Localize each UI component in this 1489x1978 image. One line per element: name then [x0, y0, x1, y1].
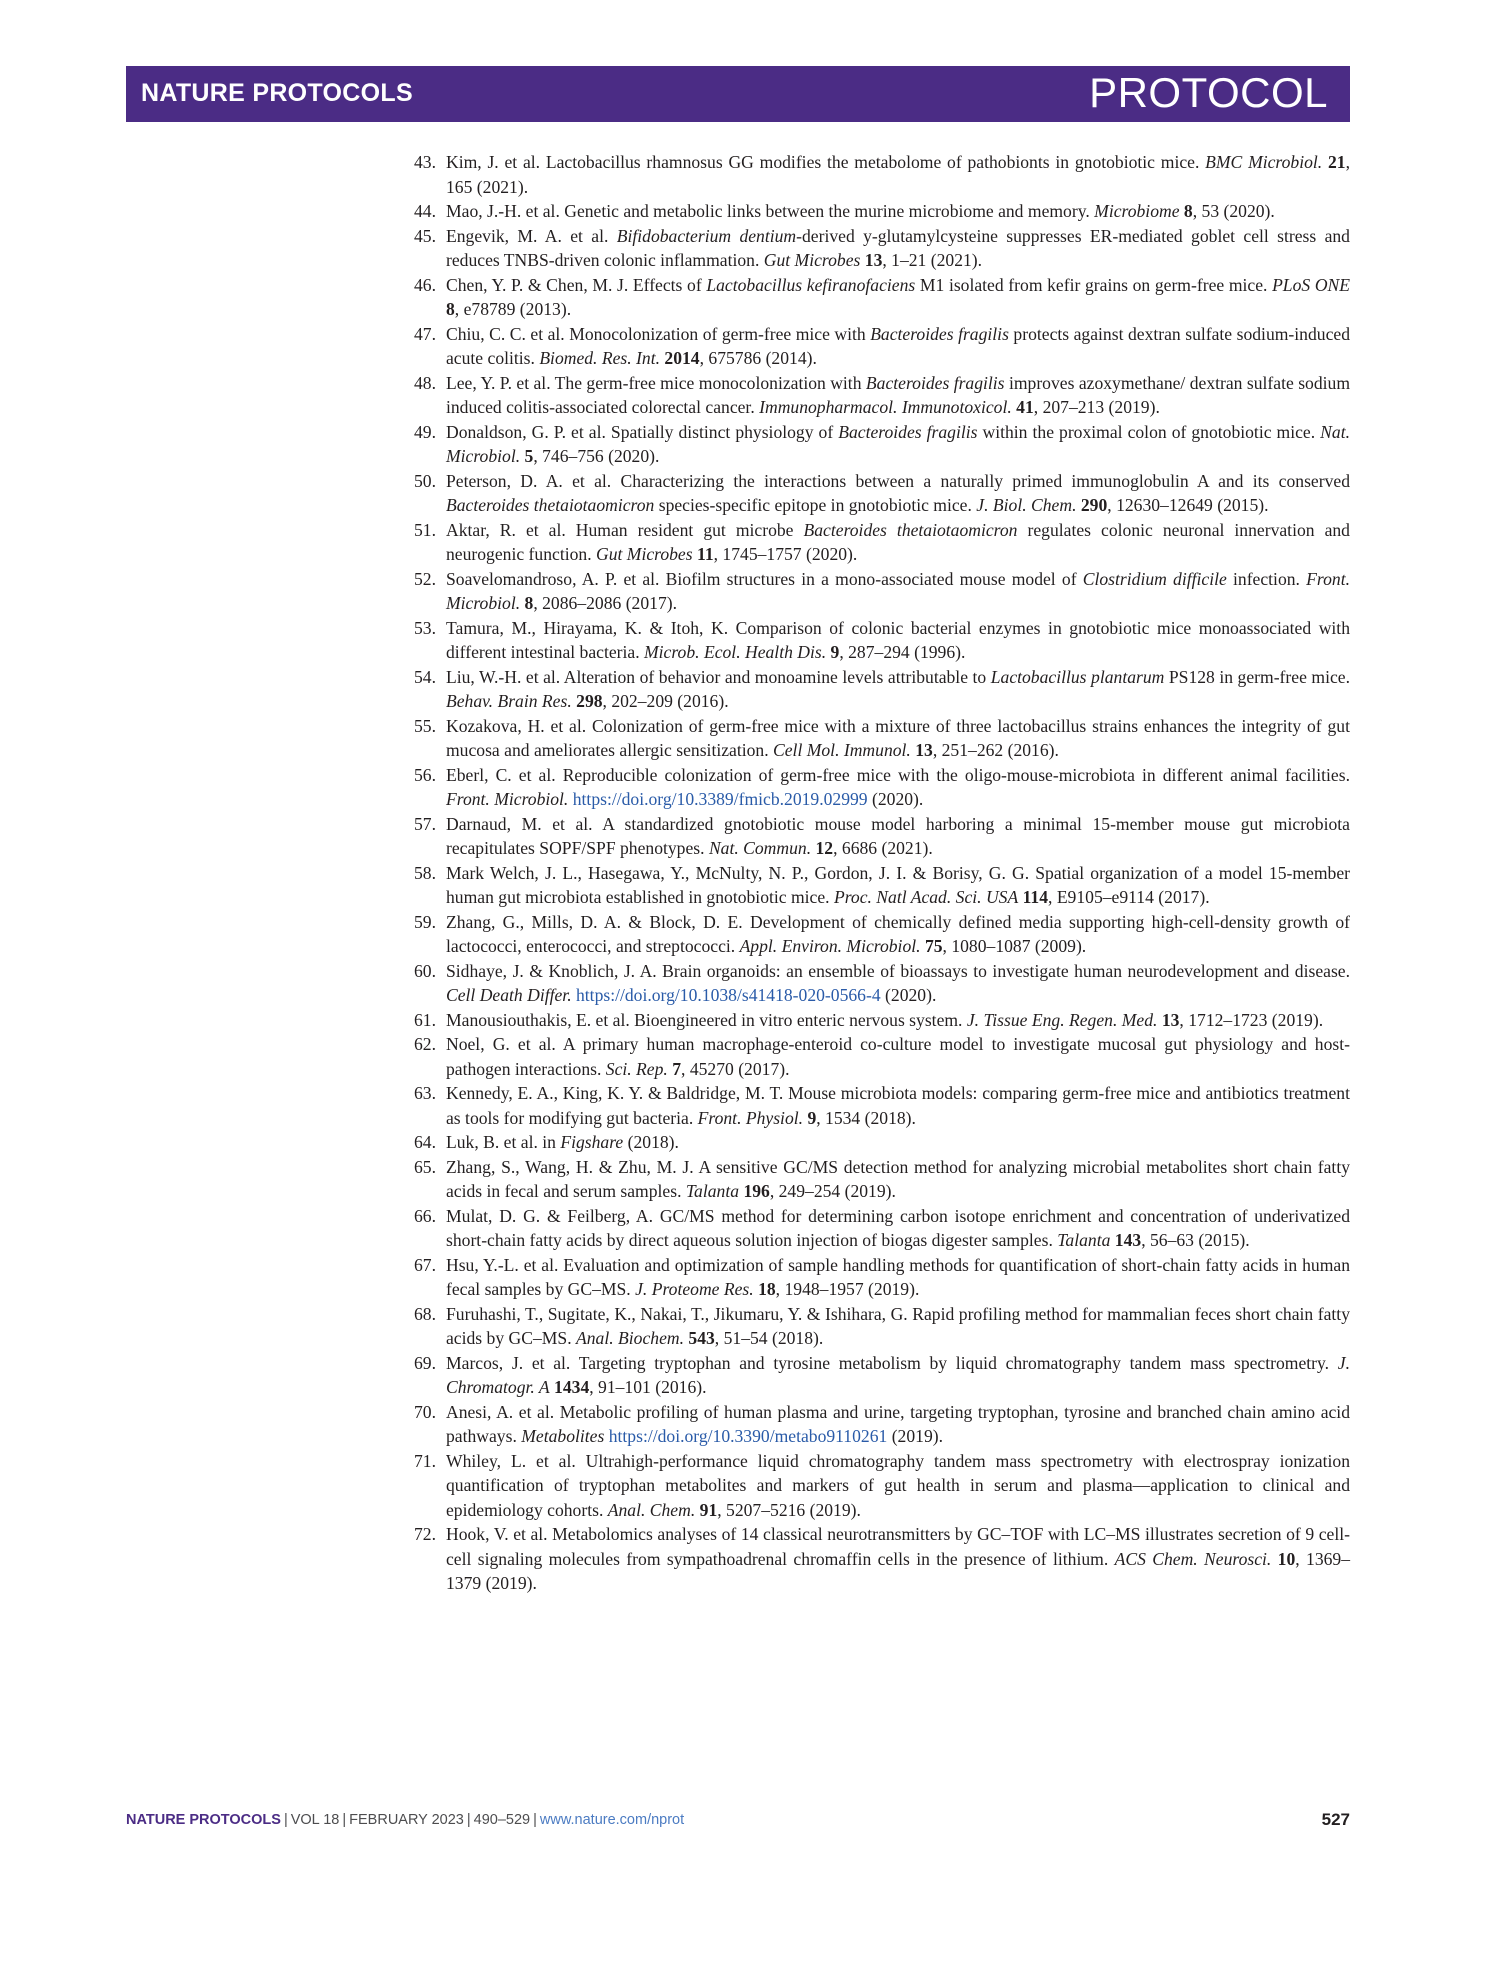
reference-number: 43. [414, 152, 436, 172]
reference-italic-text: Bifidobacterium dentium [616, 225, 797, 246]
reference-text: , 56–63 (2015). [1141, 1230, 1250, 1250]
reference-text: , 746–756 (2020). [533, 446, 660, 466]
reference-text: , 1080–1087 (2009). [942, 936, 1087, 956]
reference-number: 45. [414, 225, 436, 246]
reference-volume: 9 [807, 1107, 817, 1128]
reference-item [402, 273, 1350, 322]
reference-item [402, 959, 1350, 1008]
reference-text: Darnaud, M. et al. A standardized gnotobiotic mouse model harboring a minimal 15-member mouse gut microbiota recapitulates SOPF/SPF phenotypes. [446, 813, 1350, 858]
reference-italic-text: Anal. Biochem. [576, 1328, 684, 1348]
reference-italic-text: Lactobacillus kefiranofaciens [706, 274, 916, 295]
footer-issue: FEBRUARY 2023 [349, 1812, 464, 1828]
reference-doi-link[interactable]: https://doi.org/10.3389/fmicb.2019.02999 [572, 789, 868, 809]
reference-volume: 196 [743, 1181, 770, 1201]
reference-volume: 13 [864, 250, 883, 270]
reference-text: , 202–209 (2016). [602, 691, 729, 711]
reference-item [402, 1253, 1350, 1302]
reference-number: 55. [414, 715, 436, 736]
reference-text: Soavelomandroso, A. P. et al. Biofilm structures in a mono-associated mouse model of [446, 568, 1083, 589]
footer-journal-name: NATURE PROTOCOLS [126, 1812, 281, 1828]
reference-text: Luk, B. et al. in [446, 1132, 561, 1152]
reference-volume: 9 [830, 642, 840, 662]
reference-number: 56. [414, 764, 436, 785]
reference-item [402, 665, 1350, 714]
reference-text: Chen, Y. P. & Chen, M. J. Effects of [446, 274, 707, 295]
reference-number: 58. [414, 862, 436, 883]
reference-number: 48. [414, 372, 436, 393]
reference-volume: 21 [1328, 152, 1346, 172]
reference-italic-text: Proc. Natl Acad. Sci. USA [833, 887, 1019, 907]
reference-volume: 75 [924, 936, 943, 956]
reference-italic-text: Microb. Ecol. Health Dis. [644, 642, 827, 662]
reference-number: 52. [414, 568, 436, 589]
reference-text: , 91–101 (2016). [589, 1377, 707, 1397]
reference-text: -derived y-glutamylcysteine suppresses ER-mediated goblet cell stress and reduces TNBS-driven colonic inflammation. [446, 225, 1350, 270]
journal-name: NATURE PROTOCOLS [141, 79, 413, 107]
reference-italic-text: Appl. Environ. Microbiol. [739, 936, 921, 956]
reference-text: Hook, V. et al. Metabolomics analyses of 14 classical neurotransmitters by GC–TOF with LC–MS illustrates secretion of 9 cell-cell signaling molecules from sympathoadrenal chromaffin cells in the presence of lithium. [446, 1524, 1350, 1569]
reference-item [402, 812, 1350, 861]
reference-italic-text: BMC Microbiol. [1205, 152, 1323, 172]
reference-text: PS128 in germ-free mice. [1164, 666, 1351, 687]
reference-text: , e78789 (2013). [454, 299, 572, 319]
reference-text: , 45270 (2017). [681, 1058, 790, 1079]
reference-item [402, 616, 1350, 665]
reference-item [402, 714, 1350, 763]
reference-number: 63. [414, 1083, 436, 1103]
reference-volume: 143 [1114, 1230, 1142, 1250]
reference-italic-text: Talanta [1057, 1230, 1111, 1250]
reference-volume: 543 [688, 1328, 715, 1348]
reference-number: 46. [414, 274, 436, 295]
reference-text: , 1369–1379 (2019). [446, 1548, 1351, 1593]
reference-text: Chiu, C. C. et al. Monocolonization of germ-free mice with [446, 323, 871, 344]
reference-item [402, 1032, 1350, 1081]
reference-text: Donaldson, G. P. et al. Spatially distinct physiology of [446, 421, 839, 442]
footer-pages: 490–529 [473, 1812, 531, 1828]
reference-text: Anesi, A. et al. Metabolic profiling of human plasma and urine, targeting tryptophan, tyrosine and branched chain amino acid pathways. [446, 1401, 1350, 1446]
reference-italic-text: ACS Chem. Neurosci. [1114, 1548, 1272, 1569]
reference-text: , 251–262 (2016). [932, 740, 1059, 760]
reference-item [402, 1351, 1350, 1400]
reference-text: Sidhaye, J. & Knoblich, J. A. Brain organoids: an ensemble of bioassays to investigate human neurodevelopment and disease. [446, 960, 1350, 981]
reference-text: , 675786 (2014). [699, 348, 817, 368]
reference-volume: 11 [697, 544, 714, 564]
reference-number: 57. [414, 813, 436, 834]
footer-journal-link[interactable]: www.nature.com/nprot [539, 1812, 685, 1828]
reference-volume: 8 [524, 593, 534, 613]
reference-doi-link[interactable]: https://doi.org/10.3390/metabo9110261 [608, 1426, 888, 1446]
reference-italic-text: Front. Microbiol. [446, 789, 569, 809]
reference-doi-link[interactable]: https://doi.org/10.1038/s41418-020-0566-4 [576, 985, 881, 1005]
reference-item [402, 1155, 1350, 1204]
reference-volume: 8 [1183, 201, 1193, 221]
reference-text: , 207–213 (2019). [1033, 397, 1160, 417]
reference-item [402, 910, 1350, 959]
reference-volume: 8 [446, 299, 455, 319]
reference-italic-text: Cell Mol. Immunol. [773, 740, 911, 760]
reference-text: , 1948–1957 (2019). [775, 1279, 920, 1299]
reference-item [402, 199, 1350, 224]
reference-item [402, 420, 1350, 469]
reference-italic-text: J. Chromatogr. A [446, 1352, 1350, 1397]
reference-number: 47. [414, 323, 436, 344]
reference-text: Kim, J. et al. Lactobacillus rhamnosus GG modifies the metabolome of pathobionts in gnotobiotic mice. [446, 152, 1206, 172]
reference-text: , 1712–1723 (2019). [1179, 1009, 1324, 1030]
reference-italic-text: Biomed. Res. Int. [539, 348, 660, 368]
reference-italic-text: Gut Microbes [596, 544, 693, 564]
reference-item [402, 1400, 1350, 1449]
reference-text: (2020). [867, 789, 924, 809]
reference-volume: 1434 [554, 1377, 590, 1397]
reference-item [402, 150, 1350, 199]
journal-header-bar [126, 66, 1350, 122]
reference-text: , 2086–2086 (2017). [533, 593, 677, 613]
reference-text: within the proximal colon of gnotobiotic mice. [977, 421, 1321, 442]
reference-text: improves azoxymethane/ dextran sulfate sodium induced colitis-associated colorectal cancer. [446, 372, 1350, 417]
reference-number: 51. [414, 519, 436, 540]
reference-volume: 5 [524, 446, 534, 466]
reference-text: Lee, Y. P. et al. The germ-free mice monocolonization with [446, 372, 866, 393]
reference-italic-text: Bacteroides thetaiotaomicron [446, 495, 655, 515]
reference-italic-text: Metabolites [521, 1426, 605, 1446]
reference-item [402, 861, 1350, 910]
reference-italic-text: Immunopharmacol. Immunotoxicol. [759, 397, 1012, 417]
reference-italic-text: J. Proteome Res. [635, 1279, 754, 1299]
reference-number: 67. [414, 1254, 436, 1275]
reference-text: Mao, J.-H. et al. Genetic and metabolic links between the murine microbiome and memory. [446, 201, 1095, 221]
reference-number: 69. [414, 1352, 436, 1373]
reference-text: Whiley, L. et al. Ultrahigh-performance liquid chromatography tandem mass spectrometry with electrospray ionization quantification of tryptophan metabolites and markers of gut health in serum and plasma—application to clinical and epidemiology cohorts. [446, 1450, 1350, 1520]
reference-text: Marcos, J. et al. Targeting tryptophan and tyrosine metabolism by liquid chromatography tandem mass spectrometry. [446, 1352, 1338, 1373]
reference-volume: 2014 [664, 348, 700, 368]
reference-text: protects against dextran sulfate sodium-induced acute colitis. [446, 323, 1350, 368]
reference-italic-text: Nat. Microbiol. [446, 421, 1350, 466]
reference-text: M1 isolated from kefir grains on germ-free mice. [915, 274, 1273, 295]
reference-italic-text: Bacteroides fragilis [865, 372, 1005, 393]
page-number: 527 [1321, 1810, 1350, 1829]
reference-italic-text: Bacteroides fragilis [838, 421, 978, 442]
reference-volume: 12 [815, 838, 834, 858]
reference-number: 53. [414, 617, 436, 638]
footer-separator: | [533, 1812, 537, 1828]
reference-number: 62. [414, 1034, 436, 1054]
reference-text: regulates colonic neuronal innervation and neurogenic function. [446, 519, 1350, 564]
reference-item [402, 1302, 1350, 1351]
reference-text: Kozakova, H. et al. Colonization of germ-free mice with a mixture of three lactobacillus strains enhances the integrity of gut mucosa and ameliorates allergic sensitization. [446, 715, 1350, 760]
reference-number: 68. [414, 1303, 436, 1324]
reference-item [402, 1081, 1350, 1130]
reference-number: 72. [414, 1524, 436, 1544]
reference-item [402, 1204, 1350, 1253]
reference-item [402, 1522, 1350, 1596]
reference-volume: 114 [1022, 887, 1049, 907]
reference-text: , 165 (2021). [446, 152, 1350, 197]
reference-text: Mulat, D. G. & Feilberg, A. GC/MS method for determining carbon isotope enrichment and concentration of underivatized short-chain fatty acids by direct aqueous solution injection of biogas digester samples. [446, 1205, 1350, 1250]
reference-number: 60. [414, 960, 436, 981]
footer-separator: | [466, 1812, 471, 1828]
reference-text: , 1–21 (2021). [882, 250, 983, 270]
reference-text: Zhang, G., Mills, D. A. & Block, D. E. Development of chemically defined media supporting high-cell-density growth of lactococci, enterococci, and streptococci. [446, 911, 1350, 956]
reference-number: 70. [414, 1401, 436, 1422]
reference-text: , 287–294 (1996). [839, 642, 966, 662]
reference-text: Noel, G. et al. A primary human macrophage-enteroid co-culture model to investigate mucosal gut physiology and host-pathogen interactions. [446, 1034, 1350, 1079]
reference-text: , 6686 (2021). [833, 838, 933, 858]
reference-italic-text: Cell Death Differ. [446, 985, 572, 1005]
reference-text: , 249–254 (2019). [769, 1181, 896, 1201]
reference-volume: 41 [1016, 397, 1034, 417]
reference-volume: 7 [672, 1058, 682, 1079]
reference-number: 71. [414, 1450, 436, 1471]
reference-italic-text: Bacteroides thetaiotaomicron [803, 519, 1018, 540]
reference-volume: 298 [576, 691, 603, 711]
reference-number: 64. [414, 1132, 436, 1152]
reference-text: Zhang, S., Wang, H. & Zhu, M. J. A sensitive GC/MS detection method for analyzing microbial metabolites short chain fatty acids in fecal and serum samples. [446, 1156, 1350, 1201]
reference-number: 49. [414, 421, 436, 442]
reference-number: 66. [414, 1205, 436, 1226]
reference-volume: 13 [1161, 1009, 1180, 1030]
reference-item [402, 469, 1350, 518]
reference-item [402, 371, 1350, 420]
reference-number: 59. [414, 911, 436, 932]
reference-italic-text: Gut Microbes [763, 250, 861, 270]
reference-text: , 1534 (2018). [816, 1107, 916, 1128]
reference-volume: 10 [1277, 1548, 1296, 1569]
reference-text: , 12630–12649 (2015). [1107, 495, 1269, 515]
reference-italic-text: Talanta [685, 1181, 740, 1201]
reference-text: Kennedy, E. A., King, K. Y. & Baldridge, M. T. Mouse microbiota models: comparing germ-free mice and antibiotics treatment as tools for modifying gut bacteria. [446, 1083, 1350, 1128]
reference-number: 61. [414, 1009, 436, 1030]
reference-volume: 290 [1080, 495, 1108, 515]
reference-text: , E9105–e9114 (2017). [1048, 887, 1210, 907]
reference-text: Liu, W.-H. et al. Alteration of behavior and monoamine levels attributable to [446, 666, 991, 687]
page-footer [126, 1812, 1350, 1834]
reference-list [402, 150, 1350, 1596]
reference-item [402, 763, 1350, 812]
footer-separator: | [283, 1812, 288, 1828]
reference-item [402, 518, 1350, 567]
reference-italic-text: Front. Microbiol. [446, 568, 1350, 613]
reference-text: Aktar, R. et al. Human resident gut microbe [446, 519, 804, 540]
reference-text: , 51–54 (2018). [714, 1328, 824, 1348]
reference-text: Furuhashi, T., Sugitate, K., Nakai, T., Jikumaru, Y. & Ishihara, G. Rapid profiling method for mammalian feces short chain fatty acids by GC–MS. [446, 1303, 1350, 1348]
reference-item [402, 567, 1350, 616]
reference-text: Manousiouthakis, E. et al. Bioengineered in vitro enteric nervous system. [446, 1009, 967, 1030]
reference-text: Mark Welch, J. L., Hasegawa, Y., McNulty, N. P., Gordon, J. I. & Borisy, G. G. Spatial organization of a model 15-member human gut microbiota established in gnotobiotic mice. [446, 862, 1350, 907]
reference-italic-text: Front. Physiol. [697, 1107, 804, 1128]
reference-text: infection. [1226, 568, 1307, 589]
reference-text: , 5207–5216 (2019). [717, 1499, 861, 1520]
reference-number: 44. [414, 201, 436, 221]
reference-volume: 91 [699, 1499, 718, 1520]
reference-text: Peterson, D. A. et al. Characterizing the interactions between a naturally primed immunoglobulin A and its conserved [446, 470, 1350, 491]
article-type-label: PROTOCOL [1089, 69, 1328, 116]
reference-italic-text: Lactobacillus plantarum [990, 666, 1165, 687]
reference-number: 65. [414, 1156, 436, 1177]
reference-text: , 53 (2020). [1192, 201, 1275, 221]
reference-item [402, 1130, 1350, 1155]
reference-italic-text: Nat. Commun. [708, 838, 812, 858]
reference-italic-text: Sci. Rep. [605, 1058, 668, 1079]
reference-italic-text: Microbiome [1094, 201, 1180, 221]
reference-item [402, 322, 1350, 371]
footer-separator: | [342, 1812, 347, 1828]
footer-volume: VOL 18 [290, 1812, 340, 1828]
reference-text: , 1745–1757 (2020). [713, 544, 858, 564]
reference-text: (2020). [880, 985, 937, 1005]
reference-text: Hsu, Y.-L. et al. Evaluation and optimization of sample handling methods for quantification of short-chain fatty acids in human fecal samples by GC–MS. [446, 1254, 1350, 1299]
reference-item [402, 1008, 1350, 1033]
reference-volume: 18 [758, 1279, 776, 1299]
reference-text: (2018). [623, 1132, 679, 1152]
reference-italic-text: Figshare [560, 1132, 624, 1152]
reference-italic-text: Anal. Chem. [607, 1499, 696, 1520]
reference-italic-text: Bacteroides fragilis [870, 323, 1009, 344]
reference-italic-text: PLoS ONE [1272, 274, 1351, 295]
reference-text: (2019). [887, 1426, 943, 1446]
reference-volume: 13 [915, 740, 933, 760]
reference-text: species-specific epitope in gnotobiotic mice. [654, 495, 977, 515]
reference-italic-text: J. Biol. Chem. [976, 495, 1077, 515]
reference-italic-text: Behav. Brain Res. [446, 691, 572, 711]
reference-text: Engevik, M. A. et al. [446, 225, 617, 246]
reference-item [402, 224, 1350, 273]
reference-italic-text: J. Tissue Eng. Regen. Med. [966, 1009, 1158, 1030]
reference-number: 50. [414, 470, 436, 491]
reference-item [402, 1449, 1350, 1523]
reference-italic-text: Clostridium difficile [1082, 568, 1227, 589]
reference-text: Eberl, C. et al. Reproducible colonization of germ-free mice with the oligo-mouse-microbiota in different animal facilities. [446, 764, 1350, 785]
reference-number: 54. [414, 666, 436, 687]
reference-text: Tamura, M., Hirayama, K. & Itoh, K. Comparison of colonic bacterial enzymes in gnotobiotic mice monoassociated with different intestinal bacteria. [446, 617, 1350, 662]
